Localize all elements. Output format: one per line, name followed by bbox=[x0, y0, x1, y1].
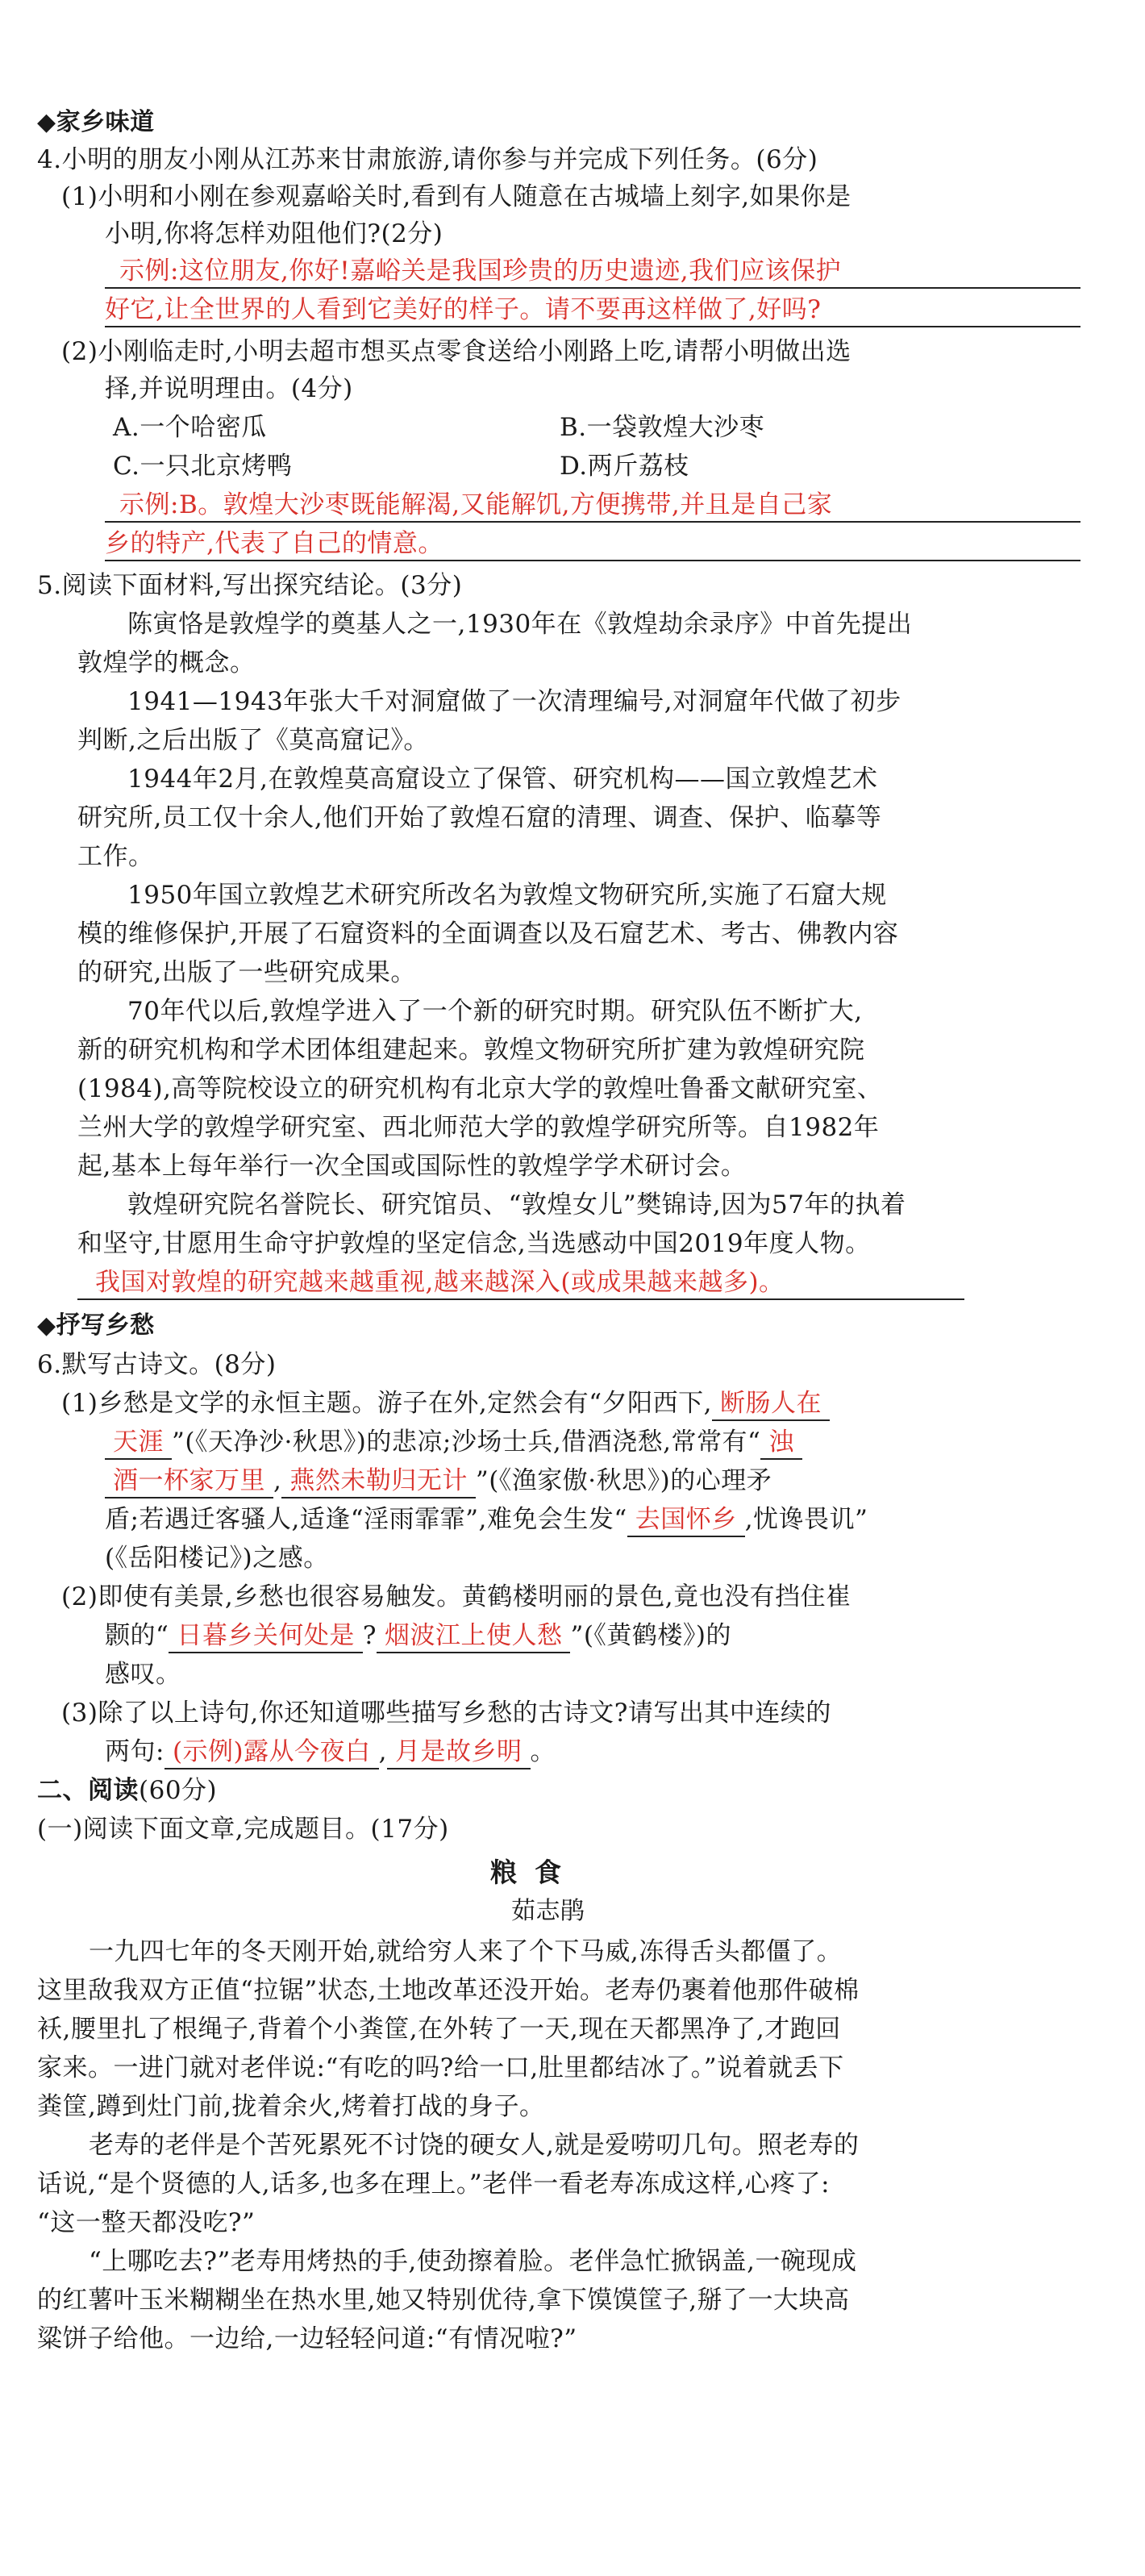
q6-line3 bbox=[105, 1463, 772, 1498]
part2-title: 二、阅读 bbox=[37, 1776, 139, 1805]
q5-material-line: 和坚守,甘愿用生命守护敦煌的坚定信念,当选感动中国2019年度人物。 bbox=[77, 1229, 871, 1258]
q5-material-line: 判断,之后出版了《莫高窟记》。 bbox=[77, 726, 429, 755]
fill-blank-answer: 酒一杯家万里 bbox=[105, 1465, 273, 1498]
fill-blank-answer: 断肠人在 bbox=[712, 1387, 830, 1421]
section-heading-homesick: ◆抒写乡愁 bbox=[37, 1311, 155, 1340]
part2-heading bbox=[37, 1773, 217, 1808]
q4-option-c: C.一只北京烤鸭 bbox=[113, 452, 293, 481]
fill-blank-answer: 燕然未勒归无计 bbox=[281, 1465, 476, 1498]
story-author: 茹志鹃 bbox=[511, 1897, 585, 1925]
q5-material-line: (1984),高等院校设立的研究机构有北京大学的敦煌吐鲁番文献研究室、 bbox=[77, 1074, 883, 1103]
q6-line7 bbox=[105, 1618, 731, 1653]
q5-material-line: 的研究,出版了一些研究成果。 bbox=[77, 958, 416, 987]
q5-material-line: 敦煌学的概念。 bbox=[77, 648, 256, 677]
answer-underline bbox=[77, 1298, 964, 1300]
story-paragraph-line: 这里敌我双方正值“拉锯”状态,土地改革还没开始。老寿仍裹着他那件破棉 bbox=[37, 1976, 860, 2005]
story-paragraph-line: “这一整天都没吃?” bbox=[37, 2208, 256, 2237]
q6-text: ,忧谗畏讥” bbox=[744, 1505, 868, 1534]
story-title: 粮食 bbox=[490, 1857, 579, 1888]
q6-line2 bbox=[105, 1424, 802, 1460]
q5-material-line: 1944年2月,在敦煌莫高窟设立了保管、研究机构——国立敦煌艺术 bbox=[127, 765, 878, 794]
q6-text: 盾;若遇迁客骚人,适逢“淫雨霏霏”,难免会生发“ bbox=[105, 1505, 627, 1534]
answer-underline bbox=[105, 287, 1080, 289]
q6-text: ? bbox=[362, 1621, 377, 1650]
q5-material-line: 70年代以后,敦煌学进入了一个新的研究时期。研究队伍不断扩大, bbox=[127, 997, 863, 1026]
q5-material-line: 1950年国立敦煌艺术研究所改名为敦煌文物研究所,实施了石窟大规 bbox=[127, 881, 887, 910]
q6-line1 bbox=[61, 1386, 830, 1421]
section-heading-hometown-taste: ◆家乡味道 bbox=[37, 108, 155, 136]
story-paragraph-line: 的红薯叶玉米糊糊坐在热水里,她又特别优待,拿下馍馍筐子,掰了一大块高 bbox=[37, 2286, 850, 2315]
q6-text: ”(《天净沙·秋思》)的悲凉;沙场士兵,借酒浇愁,常常有“ bbox=[172, 1428, 761, 1457]
story-paragraph-line: 家来。一进门就对老伴说:“有吃的吗?给一口,肚里都结冰了。”说着就丢下 bbox=[37, 2053, 844, 2082]
story-paragraph-line: 老寿的老伴是个苦死累死不讨饶的硬女人,就是爱唠叨几句。照老寿的 bbox=[89, 2131, 860, 2160]
fill-blank-answer: 浊 bbox=[760, 1426, 802, 1460]
q5-material-line: 起,基本上每年举行一次全国或国际性的敦煌学学术研讨会。 bbox=[77, 1152, 747, 1181]
q6-line4 bbox=[105, 1502, 868, 1537]
story-paragraph-line: “上哪吃去?”老寿用烤热的手,使劲擦着脸。老伴急忙掀锅盖,一碗现成 bbox=[89, 2247, 857, 2276]
fill-blank-answer: (示例)露从今夜白 bbox=[164, 1736, 379, 1769]
story-paragraph-line: 粱饼子给他。一边给,一边轻轻问道:“有情况啦?” bbox=[37, 2324, 577, 2353]
q4-part2-line1: (2)小刚临走时,小明去超市想买点零食送给小刚路上吃,请帮小明做出选 bbox=[61, 337, 851, 366]
q4-answer1-line1: 示例:这位朋友,你好!嘉峪关是我国珍贵的历史遗迹,我们应该保护 bbox=[119, 256, 842, 286]
q6-text: ”(《渔家傲·秋思》)的心理矛 bbox=[475, 1466, 772, 1495]
q4-answer1-line2: 好它,让全世界的人看到它美好的样子。请不要再这样做了,好吗? bbox=[105, 295, 822, 324]
q6-text: (1)乡愁是文学的永恒主题。游子在外,定然会有“夕阳西下, bbox=[61, 1389, 712, 1418]
q5-material-line: 研究所,员工仅十余人,他们开始了敦煌石窟的清理、调查、保护、临摹等 bbox=[77, 803, 882, 832]
q6-text: 。 bbox=[530, 1737, 556, 1766]
fill-blank-answer: 天涯 bbox=[105, 1426, 172, 1460]
q5-stem: 5.阅读下面材料,写出探究结论。(3分) bbox=[37, 571, 463, 600]
q6-line8: 感叹。 bbox=[105, 1660, 181, 1689]
story-paragraph-line: 话说,“是个贤德的人,话多,也多在理上。”老伴一看老寿冻成这样,心疼了: bbox=[37, 2170, 831, 2199]
q6-stem: 6.默写古诗文。(8分) bbox=[37, 1350, 277, 1379]
q6-line10 bbox=[105, 1734, 556, 1769]
answer-underline bbox=[105, 326, 1080, 327]
q4-part1-line1: (1)小明和小刚在参观嘉峪关时,看到有人随意在古城墙上刻字,如果你是 bbox=[61, 182, 851, 211]
q6-text: ”(《黄鹤楼》)的 bbox=[570, 1621, 732, 1650]
story-paragraph-line: 粪筐,蹲到灶门前,拢着余火,烤着打战的身子。 bbox=[37, 2092, 545, 2121]
q4-option-d: D.两斤荔枝 bbox=[560, 452, 689, 481]
q4-stem bbox=[37, 142, 818, 177]
fill-blank-answer: 月是故乡明 bbox=[387, 1736, 531, 1769]
fill-blank-answer: 去国怀乡 bbox=[627, 1503, 745, 1537]
q6-text: 颢的“ bbox=[105, 1621, 169, 1650]
q4-part1-line2: 小明,你将怎样劝阻他们?(2分) bbox=[105, 219, 443, 248]
q4-option-b: B.一袋敦煌大沙枣 bbox=[560, 413, 765, 442]
q4-option-a: A.一个哈密瓜 bbox=[113, 413, 267, 442]
answer-underline bbox=[105, 521, 1080, 523]
reading1-intro: (一)阅读下面文章,完成题目。(17分) bbox=[37, 1815, 449, 1844]
q5-material-line: 模的维修保护,开展了石窟资料的全面调查以及石窟艺术、考古、佛教内容 bbox=[77, 919, 899, 948]
q6-line6: (2)即使有美景,乡愁也很容易触发。黄鹤楼明丽的景色,竟也没有挡住崔 bbox=[61, 1582, 851, 1611]
q6-line9: (3)除了以上诗句,你还知道哪些描写乡愁的古诗文?请写出其中连续的 bbox=[61, 1699, 831, 1728]
q6-line5: (《岳阳楼记》)之感。 bbox=[105, 1544, 329, 1573]
q4-answer2-line1: 示例:B。敦煌大沙枣既能解渴,又能解饥,方便携带,并且是自己家 bbox=[119, 490, 833, 519]
fill-blank-answer: 日暮乡关何处是 bbox=[169, 1619, 363, 1653]
q5-material-line: 陈寅恪是敦煌学的奠基人之一,1930年在《敦煌劫余录序》中首先提出 bbox=[127, 610, 913, 639]
q6-text: , bbox=[378, 1737, 388, 1766]
q4-part2-line2: 择,并说明理由。(4分) bbox=[105, 374, 353, 403]
q5-material-line: 兰州大学的敦煌学研究室、西北师范大学的敦煌学研究所等。自1982年 bbox=[77, 1113, 880, 1142]
q4-stem-text: 4.小明的朋友小刚从江苏来甘肃旅游,请你参与并完成下列任务。(6分) bbox=[37, 145, 818, 174]
q4-answer2-line2: 乡的特产,代表了自己的情意。 bbox=[105, 529, 443, 558]
q5-material-line: 新的研究机构和学术团体组建起来。敦煌文物研究所扩建为敦煌研究院 bbox=[77, 1036, 865, 1065]
part2-score: (60分) bbox=[139, 1776, 218, 1805]
q6-text: , bbox=[273, 1466, 282, 1495]
fill-blank-answer: 烟波江上使人愁 bbox=[377, 1619, 571, 1653]
answer-underline bbox=[105, 560, 1080, 561]
q5-material-line: 敦煌研究院名誉院长、研究馆员、“敦煌女儿”樊锦诗,因为57年的执着 bbox=[127, 1190, 906, 1219]
story-paragraph-line: 一九四七年的冬天刚开始,就给穷人来了个下马威,冻得舌头都僵了。 bbox=[89, 1937, 843, 1966]
story-paragraph-line: 袄,腰里扎了根绳子,背着个小粪筐,在外转了一天,现在天都黑净了,才跑回 bbox=[37, 2015, 841, 2044]
q5-material-line: 1941—1943年张大千对洞窟做了一次清理编号,对洞窟年代做了初步 bbox=[127, 687, 901, 716]
q5-material-line: 工作。 bbox=[77, 842, 154, 871]
q5-answer: 我国对敦煌的研究越来越重视,越来越深入(或成果越来越多)。 bbox=[95, 1268, 785, 1297]
q6-text: 两句: bbox=[105, 1737, 164, 1766]
